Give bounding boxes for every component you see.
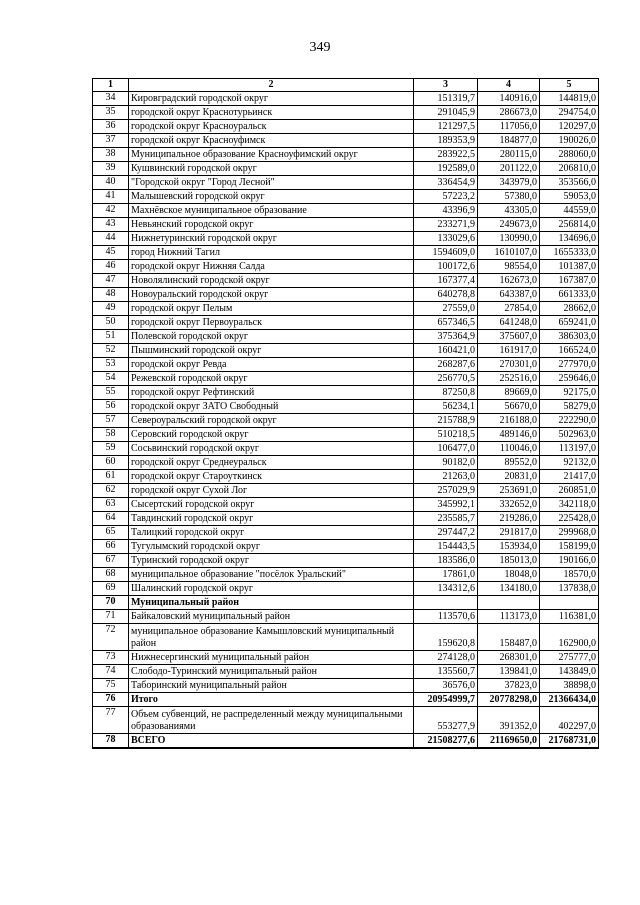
value-column-5-cell: 134696,0 — [540, 232, 599, 246]
value-column-3-cell: 113570,6 — [414, 610, 478, 624]
row-number-cell: 78 — [93, 734, 129, 749]
municipality-name-cell: Муниципальное образование Красноуфимский округ — [129, 148, 414, 162]
value-column-4-cell: 185013,0 — [478, 554, 540, 568]
table-row — [93, 246, 599, 260]
municipality-name-cell: Объем субвенций, не распределенный между муниципальными образованиями — [129, 707, 414, 734]
value-column-4-cell: 18048,0 — [478, 568, 540, 582]
municipality-name-cell: Туринский городской округ — [129, 554, 414, 568]
table-row — [93, 316, 599, 330]
table-row — [93, 554, 599, 568]
table-row — [93, 190, 599, 204]
table-row — [93, 512, 599, 526]
table-row — [93, 734, 599, 749]
row-number-cell: 72 — [93, 624, 129, 651]
value-column-5-cell: 277970,0 — [540, 358, 599, 372]
value-column-3-cell: 100172,6 — [414, 260, 478, 274]
municipality-name-cell: городской округ Краснотурьинск — [129, 106, 414, 120]
value-column-4-cell: 391352,0 — [478, 707, 540, 734]
value-column-3-cell: 553277,9 — [414, 707, 478, 734]
value-column-4-cell: 270301,0 — [478, 358, 540, 372]
value-column-5-cell: 101387,0 — [540, 260, 599, 274]
value-column-5-cell: 275777,0 — [540, 651, 599, 665]
value-column-5-cell: 294754,0 — [540, 106, 599, 120]
row-number-cell: 43 — [93, 218, 129, 232]
municipality-name-cell: Тугулымский городской округ — [129, 540, 414, 554]
table-row — [93, 484, 599, 498]
value-column-4-cell: 252516,0 — [478, 372, 540, 386]
table-row — [93, 218, 599, 232]
value-column-4-cell: 20831,0 — [478, 470, 540, 484]
value-column-4-cell: 219286,0 — [478, 512, 540, 526]
value-column-3-cell: 192589,0 — [414, 162, 478, 176]
row-number-cell: 58 — [93, 428, 129, 442]
value-column-5-cell: 166524,0 — [540, 344, 599, 358]
value-column-3-cell: 21263,0 — [414, 470, 478, 484]
value-column-4-cell: 27854,0 — [478, 302, 540, 316]
municipality-name-cell: "Городской округ "Город Лесной" — [129, 176, 414, 190]
municipality-name-cell: Махнёвское муниципальное образование — [129, 204, 414, 218]
column-header-4: 4 — [478, 79, 540, 92]
value-column-4-cell: 140916,0 — [478, 92, 540, 106]
row-number-cell: 56 — [93, 400, 129, 414]
value-column-3-cell: 154443,5 — [414, 540, 478, 554]
municipality-name-cell: Нижнетуринский городской округ — [129, 232, 414, 246]
value-column-5-cell: 143849,0 — [540, 665, 599, 679]
row-number-cell: 45 — [93, 246, 129, 260]
value-column-5-cell: 190166,0 — [540, 554, 599, 568]
table-row — [93, 679, 599, 693]
value-column-5-cell: 120297,0 — [540, 120, 599, 134]
value-column-4-cell: 89669,0 — [478, 386, 540, 400]
value-column-4-cell: 98554,0 — [478, 260, 540, 274]
table-row — [93, 610, 599, 624]
value-column-3-cell: 283922,5 — [414, 148, 478, 162]
value-column-4-cell: 110046,0 — [478, 442, 540, 456]
value-column-4-cell: 20778298,0 — [478, 693, 540, 707]
value-column-4-cell: 113173,0 — [478, 610, 540, 624]
row-number-cell: 70 — [93, 596, 129, 610]
row-number-cell: 35 — [93, 106, 129, 120]
table-row — [93, 498, 599, 512]
value-column-5-cell: 116381,0 — [540, 610, 599, 624]
table-row — [93, 582, 599, 596]
value-column-3-cell: 159620,8 — [414, 624, 478, 651]
value-column-3-cell: 336454,9 — [414, 176, 478, 190]
value-column-4-cell: 130990,0 — [478, 232, 540, 246]
municipality-name-cell: городской округ Красноуральск — [129, 120, 414, 134]
value-column-4-cell: 21169650,0 — [478, 734, 540, 749]
row-number-cell: 66 — [93, 540, 129, 554]
table-row — [93, 92, 599, 106]
table-row — [93, 148, 599, 162]
table-row — [93, 162, 599, 176]
value-column-4-cell: 375607,0 — [478, 330, 540, 344]
value-column-5-cell: 137838,0 — [540, 582, 599, 596]
row-number-cell: 36 — [93, 120, 129, 134]
municipality-name-cell: городской округ Нижняя Салда — [129, 260, 414, 274]
value-column-3-cell: 36576,0 — [414, 679, 478, 693]
value-column-3-cell: 233271,9 — [414, 218, 478, 232]
row-number-cell: 76 — [93, 693, 129, 707]
value-column-5-cell: 259646,0 — [540, 372, 599, 386]
table-row — [93, 274, 599, 288]
municipality-name-cell: Нижнесергинский муниципальный район — [129, 651, 414, 665]
municipality-name-cell: городской округ Пелым — [129, 302, 414, 316]
value-column-3-cell: 291045,9 — [414, 106, 478, 120]
table-row — [93, 707, 599, 734]
value-column-5-cell: 21768731,0 — [540, 734, 599, 749]
value-column-5-cell: 353566,0 — [540, 176, 599, 190]
column-header-3: 3 — [414, 79, 478, 92]
value-column-5-cell: 288060,0 — [540, 148, 599, 162]
municipality-name-cell: Невьянский городской округ — [129, 218, 414, 232]
value-column-4-cell: 153934,0 — [478, 540, 540, 554]
value-column-4-cell: 89552,0 — [478, 456, 540, 470]
value-column-3-cell: 167377,4 — [414, 274, 478, 288]
municipality-name-cell: Таборинский муниципальный район — [129, 679, 414, 693]
table-row — [93, 456, 599, 470]
value-column-3-cell: 87250,8 — [414, 386, 478, 400]
row-number-cell: 73 — [93, 651, 129, 665]
table-row — [93, 414, 599, 428]
value-column-5-cell: 162900,0 — [540, 624, 599, 651]
municipality-name-cell: Сосьвинский городской округ — [129, 442, 414, 456]
table-row — [93, 400, 599, 414]
municipality-name-cell: городской округ Первоуральск — [129, 316, 414, 330]
value-column-3-cell: 215788,9 — [414, 414, 478, 428]
page-number: 349 — [309, 40, 331, 55]
value-column-4-cell: 139841,0 — [478, 665, 540, 679]
row-number-cell: 61 — [93, 470, 129, 484]
row-number-cell: 51 — [93, 330, 129, 344]
value-column-3-cell: 345992,1 — [414, 498, 478, 512]
value-column-5-cell: 21366434,0 — [540, 693, 599, 707]
value-column-3-cell: 189353,9 — [414, 134, 478, 148]
value-column-5-cell: 38898,0 — [540, 679, 599, 693]
value-column-4-cell: 184877,0 — [478, 134, 540, 148]
value-column-3-cell: 56234,1 — [414, 400, 478, 414]
table-row — [93, 344, 599, 358]
municipality-name-cell: Серовский городской округ — [129, 428, 414, 442]
value-column-3-cell: 183586,0 — [414, 554, 478, 568]
row-number-cell: 69 — [93, 582, 129, 596]
municipality-name-cell: городской округ Староуткинск — [129, 470, 414, 484]
value-column-4-cell: 641248,0 — [478, 316, 540, 330]
municipality-name-cell: Новолялинский городской округ — [129, 274, 414, 288]
municipality-name-cell: ВСЕГО — [129, 734, 414, 749]
value-column-5-cell: 299968,0 — [540, 526, 599, 540]
row-number-cell: 47 — [93, 274, 129, 288]
municipality-name-cell: городской округ Ревда — [129, 358, 414, 372]
table-row — [93, 526, 599, 540]
value-column-3-cell: 21508277,6 — [414, 734, 478, 749]
table-row — [93, 470, 599, 484]
value-column-3-cell: 235585,7 — [414, 512, 478, 526]
value-column-3-cell: 375364,9 — [414, 330, 478, 344]
municipality-name-cell: городской округ Сухой Лог — [129, 484, 414, 498]
value-column-3-cell: 134312,6 — [414, 582, 478, 596]
value-column-5-cell: 222290,0 — [540, 414, 599, 428]
table-row — [93, 372, 599, 386]
row-number-cell: 49 — [93, 302, 129, 316]
row-number-cell: 62 — [93, 484, 129, 498]
value-column-4-cell: 158487,0 — [478, 624, 540, 651]
row-number-cell: 55 — [93, 386, 129, 400]
municipality-name-cell: Кушвинский городской округ — [129, 162, 414, 176]
value-column-3-cell: 268287,6 — [414, 358, 478, 372]
row-number-cell: 39 — [93, 162, 129, 176]
table-row — [93, 358, 599, 372]
table-row — [93, 428, 599, 442]
value-column-3-cell: 106477,0 — [414, 442, 478, 456]
table-row — [93, 176, 599, 190]
table-body — [93, 92, 599, 749]
row-number-cell: 53 — [93, 358, 129, 372]
value-column-4-cell: 249673,0 — [478, 218, 540, 232]
value-column-5-cell: 225428,0 — [540, 512, 599, 526]
municipality-name-cell: Североуральский городской округ — [129, 414, 414, 428]
table-row — [93, 568, 599, 582]
value-column-4-cell: 343979,0 — [478, 176, 540, 190]
table-row — [93, 665, 599, 679]
value-column-3-cell: 43396,9 — [414, 204, 478, 218]
table-row — [93, 693, 599, 707]
row-number-cell: 54 — [93, 372, 129, 386]
value-column-5-cell: 659241,0 — [540, 316, 599, 330]
value-column-5-cell: 144819,0 — [540, 92, 599, 106]
value-column-4-cell: 268301,0 — [478, 651, 540, 665]
table-row — [93, 386, 599, 400]
value-column-3-cell: 256770,5 — [414, 372, 478, 386]
municipality-name-cell: Полевской городской округ — [129, 330, 414, 344]
table-row — [93, 288, 599, 302]
row-number-cell: 60 — [93, 456, 129, 470]
value-column-3-cell: 57223,2 — [414, 190, 478, 204]
value-column-5-cell: 342118,0 — [540, 498, 599, 512]
table-row — [93, 134, 599, 148]
table-row — [93, 204, 599, 218]
value-column-5-cell: 206810,0 — [540, 162, 599, 176]
value-column-5-cell: 92132,0 — [540, 456, 599, 470]
value-column-5-cell: 402297,0 — [540, 707, 599, 734]
value-column-3-cell: 90182,0 — [414, 456, 478, 470]
value-column-5-cell: 58279,0 — [540, 400, 599, 414]
value-column-4-cell: 162673,0 — [478, 274, 540, 288]
row-number-cell: 37 — [93, 134, 129, 148]
value-column-4-cell: 489146,0 — [478, 428, 540, 442]
value-column-3-cell — [414, 596, 478, 610]
row-number-cell: 77 — [93, 707, 129, 734]
value-column-5-cell — [540, 596, 599, 610]
column-header-5: 5 — [540, 79, 599, 92]
value-column-3-cell: 640278,8 — [414, 288, 478, 302]
table-row — [93, 106, 599, 120]
value-column-5-cell: 21417,0 — [540, 470, 599, 484]
subvention-table — [92, 78, 599, 749]
table-row — [93, 302, 599, 316]
value-column-4-cell: 201122,0 — [478, 162, 540, 176]
municipality-name-cell: городской округ Красноуфимск — [129, 134, 414, 148]
row-number-cell: 44 — [93, 232, 129, 246]
row-number-cell: 64 — [93, 512, 129, 526]
municipality-name-cell: Муниципальный район — [129, 596, 414, 610]
municipality-name-cell: Тавдинский городской округ — [129, 512, 414, 526]
value-column-3-cell: 160421,0 — [414, 344, 478, 358]
value-column-4-cell: 216188,0 — [478, 414, 540, 428]
table-row — [93, 330, 599, 344]
municipality-name-cell: городской округ Среднеуральск — [129, 456, 414, 470]
row-number-cell: 65 — [93, 526, 129, 540]
value-column-4-cell: 117056,0 — [478, 120, 540, 134]
value-column-4-cell: 643387,0 — [478, 288, 540, 302]
value-column-3-cell: 1594609,0 — [414, 246, 478, 260]
municipality-name-cell: муниципальное образование "посёлок Уральский" — [129, 568, 414, 582]
value-column-3-cell: 257029,9 — [414, 484, 478, 498]
value-column-4-cell — [478, 596, 540, 610]
value-column-4-cell: 286673,0 — [478, 106, 540, 120]
municipality-name-cell: Байкаловский муниципальный район — [129, 610, 414, 624]
municipality-name-cell: Шалинский городской округ — [129, 582, 414, 596]
value-column-5-cell: 28662,0 — [540, 302, 599, 316]
municipality-name-cell: Кировградский городской округ — [129, 92, 414, 106]
table-row — [93, 120, 599, 134]
row-number-cell: 57 — [93, 414, 129, 428]
value-column-4-cell: 57380,0 — [478, 190, 540, 204]
value-column-5-cell: 502963,0 — [540, 428, 599, 442]
row-number-cell: 74 — [93, 665, 129, 679]
table-row — [93, 232, 599, 246]
value-column-5-cell: 1655333,0 — [540, 246, 599, 260]
value-column-3-cell: 657346,5 — [414, 316, 478, 330]
column-header-2: 2 — [129, 79, 414, 92]
municipality-name-cell: Слободо-Туринский муниципальный район — [129, 665, 414, 679]
value-column-5-cell: 44559,0 — [540, 204, 599, 218]
value-column-3-cell: 274128,0 — [414, 651, 478, 665]
value-column-5-cell: 661333,0 — [540, 288, 599, 302]
row-number-cell: 52 — [93, 344, 129, 358]
row-number-cell: 71 — [93, 610, 129, 624]
value-column-3-cell: 510218,5 — [414, 428, 478, 442]
value-column-4-cell: 37823,0 — [478, 679, 540, 693]
municipality-name-cell: городской округ ЗАТО Свободный — [129, 400, 414, 414]
row-number-cell: 59 — [93, 442, 129, 456]
value-column-3-cell: 135560,7 — [414, 665, 478, 679]
table-row — [93, 260, 599, 274]
municipality-name-cell: городской округ Рефтинский — [129, 386, 414, 400]
row-number-cell: 67 — [93, 554, 129, 568]
value-column-3-cell: 151319,7 — [414, 92, 478, 106]
value-column-4-cell: 134180,0 — [478, 582, 540, 596]
value-column-5-cell: 158199,0 — [540, 540, 599, 554]
municipality-name-cell: Режевской городской округ — [129, 372, 414, 386]
value-column-4-cell: 253691,0 — [478, 484, 540, 498]
row-number-cell: 41 — [93, 190, 129, 204]
value-column-3-cell: 17861,0 — [414, 568, 478, 582]
value-column-5-cell: 167387,0 — [540, 274, 599, 288]
table-row — [93, 442, 599, 456]
value-column-3-cell: 27559,0 — [414, 302, 478, 316]
value-column-5-cell: 260851,0 — [540, 484, 599, 498]
column-header-1: 1 — [93, 79, 129, 92]
value-column-5-cell: 386303,0 — [540, 330, 599, 344]
value-column-5-cell: 92175,0 — [540, 386, 599, 400]
value-column-5-cell: 18570,0 — [540, 568, 599, 582]
municipality-name-cell: Новоуральский городской округ — [129, 288, 414, 302]
table-row — [93, 596, 599, 610]
row-number-cell: 42 — [93, 204, 129, 218]
value-column-3-cell: 297447,2 — [414, 526, 478, 540]
table-row — [93, 540, 599, 554]
value-column-4-cell: 56670,0 — [478, 400, 540, 414]
municipality-name-cell: город Нижний Тагил — [129, 246, 414, 260]
value-column-4-cell: 1610107,0 — [478, 246, 540, 260]
row-number-cell: 63 — [93, 498, 129, 512]
value-column-4-cell: 161917,0 — [478, 344, 540, 358]
value-column-4-cell: 43305,0 — [478, 204, 540, 218]
table-row — [93, 624, 599, 651]
row-number-cell: 50 — [93, 316, 129, 330]
row-number-cell: 38 — [93, 148, 129, 162]
municipality-name-cell: Талицкий городской округ — [129, 526, 414, 540]
municipality-name-cell: муниципальное образование Камышловский муниципальный район — [129, 624, 414, 651]
value-column-4-cell: 332652,0 — [478, 498, 540, 512]
value-column-5-cell: 113197,0 — [540, 442, 599, 456]
value-column-4-cell: 291817,0 — [478, 526, 540, 540]
table-row — [93, 651, 599, 665]
row-number-cell: 34 — [93, 92, 129, 106]
value-column-3-cell: 121297,5 — [414, 120, 478, 134]
value-column-5-cell: 190026,0 — [540, 134, 599, 148]
table-header-row — [93, 79, 599, 92]
row-number-cell: 46 — [93, 260, 129, 274]
municipality-name-cell: Малышевский городской округ — [129, 190, 414, 204]
value-column-3-cell: 133029,6 — [414, 232, 478, 246]
municipality-name-cell: Итого — [129, 693, 414, 707]
value-column-5-cell: 256814,0 — [540, 218, 599, 232]
row-number-cell: 48 — [93, 288, 129, 302]
municipality-name-cell: Пышминский городской округ — [129, 344, 414, 358]
row-number-cell: 68 — [93, 568, 129, 582]
municipality-name-cell: Сысертский городской округ — [129, 498, 414, 512]
value-column-5-cell: 59053,0 — [540, 190, 599, 204]
row-number-cell: 75 — [93, 679, 129, 693]
value-column-4-cell: 280115,0 — [478, 148, 540, 162]
row-number-cell: 40 — [93, 176, 129, 190]
value-column-3-cell: 20954999,7 — [414, 693, 478, 707]
